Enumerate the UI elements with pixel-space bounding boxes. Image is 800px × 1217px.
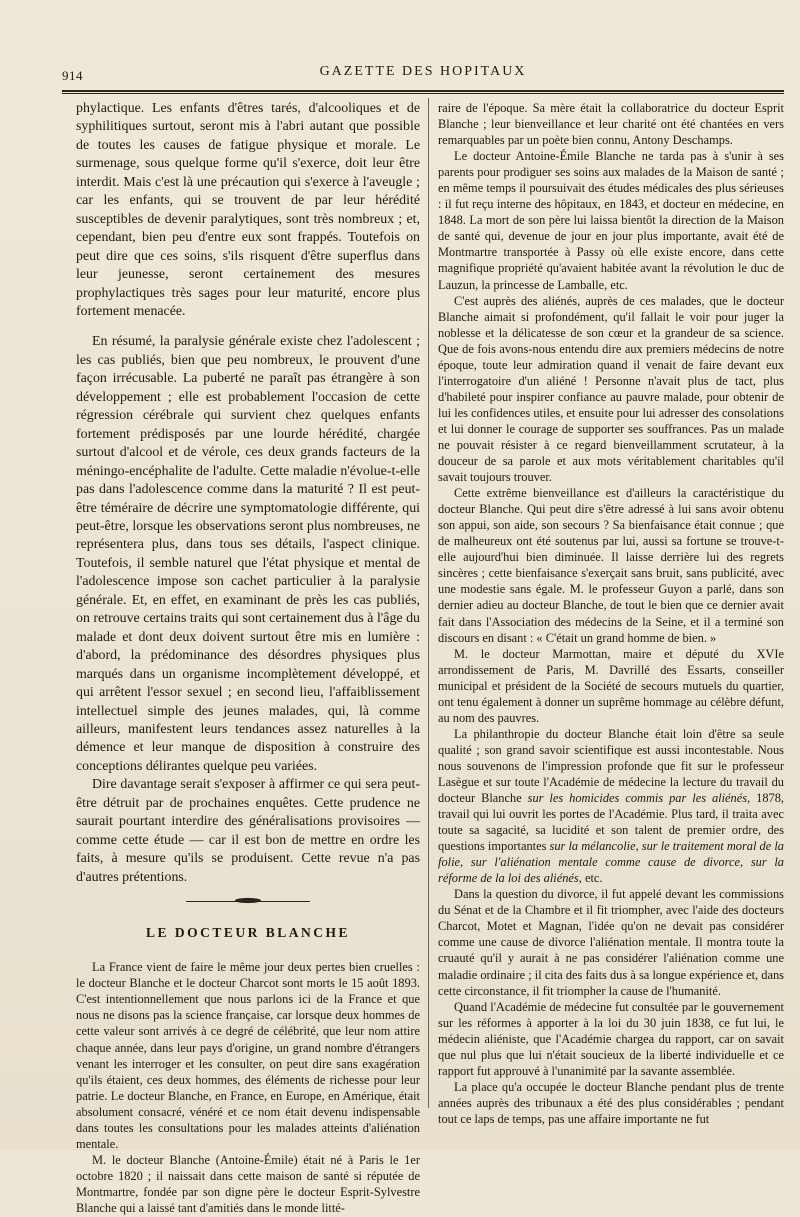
paragraph xyxy=(438,726,784,886)
paragraph: En résumé, la paralysie générale existe chez l'adolescent ; les cas publiés, bien que peu nombreux, le prouvent d'une façon irrécusable. La puberté ne paraît pas étrangère à son développement ; elle est probablement l'occasion de cette régression cérébrale qui survient chez quelques enfants fortement prédisposés par une lourde hérédité, chargée surtout d'alcool et de vérole, ces deux grands facteurs de la méningo-encéphalite de l'adulte. Cette maladie n'évolue-t-elle pas dans l'adolescence comme dans la maturité ? Il est peut-être téméraire de décrire une symptomatologie différente, qui peut-être, lorsque les observations seront plus nombreuses, ne représentera plus, dans tous ses détails, l'aspect clinique. Toutefois, il semble naturel que l'état physique et mental de l'adolescence impose son cachet particulier à la paralysie générale. Et, en effet, en examinant de près les cas publiés, on retrouve certains traits qui sont certainement dus à l'âge du malade et dont deux doivent surtout être mis en lumière : d'abord, la prédominance des désordres physiques plus marqués dans un organisme incomplètement développé, et qui arrêtent l'essor sexuel ; en second lieu, l'affaiblissement intellectuel simple des jeunes malades, qui, là comme ailleurs, manifestent leurs tendances assez naturelles à la démence et leur manque de disposition à construire des conceptions délirantes quelque peu variées. xyxy=(76,334,420,774)
paragraph: Le docteur Antoine-Émile Blanche ne tarda pas à s'unir à ses parents pour prodiguer ses soins aux malades de la Maison de santé ; en même temps il poursuivait des études médicales des plus sérieuses : il fut reçu interne des hôpitaux, en 1843, et docteur en médecine, en 1848. La mort de son père lui laissa bientôt la direction de la Maison de santé qui, devenue de jour en jour plus importante, avait été de Montmartre transportée à Passy où elle existe encore, dans cette magnifique propriété qu'avaient habitée avant la révolution le duc de Lauzun, la princesse de Lamballe, etc. xyxy=(438,149,784,292)
paragraph: La France vient de faire le même jour deux pertes bien cruelles : le docteur Blanche et le docteur Charcot sont morts le 15 août 1893. C'est intentionnellement que nous parlons ici de la France et que nous ne disons pas la science française, car lorsque deux hommes de cette valeur sont arrivés à ce degré de célébrité, que leur nom attire chaque année, dans leur pays d'origine, un grand nombre d'étrangers venant les interroger et les consulter, on peut dire sans exagération qu'ils étaient, ces deux hommes, des éléments de richesse pour leur patrie. Le docteur Blanche, en France, en Europe, en Amérique, était absolument consacré, vénéré et ce nom était devenu indispensable dans toutes les consultations pour les malades atteints d'aliénation mentale. xyxy=(76,960,420,1152)
page-header xyxy=(62,60,784,86)
paragraph: phylactique. Les enfants d'êtres tarés, d'alcooliques et de syphilitiques surtout, seront mis à l'abri autant que possible de toutes les causes de fatigue physique et morale. Le surmenage, sous quelque forme qu'il s'exerce, doit leur être interdit. Mais c'est là une précaution qui s'exerce à l'aveugle ; car les enfants, qui se trouvent de par leur hérédité susceptibles de devenir paralytiques, sont très nombreux ; et, cependant, bien peu d'entre eux sont frappés. Toutefois on peut dire que ces soins, s'ils risquent d'être superflus dans leur jeunesse, seront certainement des mesures prophylactiques très sages pour leur maturité, encore plus fortement menacée. xyxy=(76,101,420,319)
paragraph: La place qu'a occupée le docteur Blanche pendant plus de trente années auprès des tribunaux a été des plus considérables ; pendant tout ce laps de temps, pas une affaire importante ne fut xyxy=(438,1079,784,1126)
paragraph: C'est auprès des aliénés, auprès de ces malades, que le docteur Blanche aimait si profondément, qu'il fallait le voir pour juger la noblesse et la délicatesse de son cœur et la grandeur de sa science. Que de fois avons-nous entendu dire aux premiers médecins de notre époque, toute leur admiration quand il venait de faire devant eux l'interrogatoire d'un aliéné ! Personne n'avait plus de tact, plus d'habileté pour inspirer confiance au pauvre malade, pour obtenir de lui les confidences utiles, et ensuite pour lui adresser des consolations et lui donner le courage de supporter ses souffrances. Pas un malade ne pouvait résister à ce regard bienveillamment scrutateur, à la douceur de sa parole et aux mots véritablement charitables qu'il savait toujours trouver. xyxy=(438,293,784,485)
page-number: 914 xyxy=(62,68,83,83)
right-column xyxy=(438,100,784,1126)
text-run: , etc. xyxy=(578,871,603,886)
article-paralysie-ending xyxy=(76,100,420,887)
section-title: LE DOCTEUR BLANCHE xyxy=(145,925,351,941)
ornament-icon xyxy=(234,897,262,904)
paragraph-gap xyxy=(76,321,420,333)
italic-title: sur la mélancolie, sur le traitement moral de la folie, sur l'aliénation mentale comme cause de divorce, sur la réforme de la loi des aliénés xyxy=(438,839,784,886)
section-divider xyxy=(76,891,420,911)
left-column xyxy=(76,100,420,1216)
text-run: , 1878, travail qui lui ouvrit les portes de l'Académie. Plus tard, il traita avec toute sa sagacité, sa lucidité et son talent de premier ordre, des questions importantes xyxy=(438,791,784,854)
italic-title: sur les homicides commis par les aliénés xyxy=(527,791,748,806)
text-run: La philanthropie du docteur Blanche était loin d'être sa seule qualité ; son grand savoir scientifique est aussi incontestable. Nous nous souvenons de l'impression profonde que fit sur le professeur Lasègue et sur toute l'Académie de médecine la lecture du travail du docteur Blanche xyxy=(438,726,784,806)
paragraph: M. le docteur Blanche (Antoine-Émile) était né à Paris le 1er octobre 1820 ; il naissait dans cette maison de santé si réputée de Montmartre, fondée par son digne père le docteur Esprit-Sylvestre Blanche qui a laissé tant d'amitiés dans le monde litté- xyxy=(76,1153,420,1216)
header-rule xyxy=(62,90,784,92)
paragraph: Quand l'Académie de médecine fut consultée par le gouvernement sur les réformes à apporter à la loi du 30 juin 1838, ce fut lui, le médecin aliéniste, que l'Académie chargea du rapport, car on savait que nul plus que lui n'était soucieux de la liberté individuelle et ce rapport fut approuvé à l'unanimité par la savante assemblée. xyxy=(438,999,784,1078)
column-divider xyxy=(428,98,429,1108)
paragraph: Dans la question du divorce, il fut appelé devant les commissions du Sénat et de la Chambre et il fit triompher, avec l'aide des docteurs Charcot, Motet et Magnan, l'idée qu'on ne devait pas considérer comme une cause de divorce l'aliénation mentale. Il montra toute la cruauté qu'il y aurait à ne pas considérer l'aliénation comme une maladie ordinaire ; il cita des faits dus à sa longue expérience et, dans cette circonstance, il fit triompher la cause de l'humanité. xyxy=(438,887,784,998)
header-rule-thin xyxy=(62,93,784,94)
paragraph: Dire davantage serait s'exposer à affirmer ce qui sera peut-être détruit par de prochaines enquêtes. Cette prudence ne saurait pourtant interdire des généralisations provisoires — comme cette étude — car il est bon de mettre en ordre les faits, à mesure qu'ils se produisent. Cette revue n'a pas d'autres prétentions. xyxy=(76,777,420,885)
paragraph: raire de l'époque. Sa mère était la collaboratrice du docteur Esprit Blanche ; leur bienveillance et leur charité ont été chantées en vers remarquables par un poète bien connu, Antony Deschamps. xyxy=(438,101,784,148)
paragraph: Cette extrême bienveillance est d'ailleurs la caractéristique du docteur Blanche. Qui peut dire s'être adressé à lui sans avoir obtenu son appui, son aide, son secours ? Sa bienfaisance était connue ; que de malheureux ont été soutenus par lui, aussi sa fortune se trouve-t-elle aujourd'hui bien diminuée. Il laisse derrière lui des regrets sincères ; cette bienfaisance s'exerçait sans bruit, sans publicité, avec une modestie sans égale. M. le professeur Guyon a parlé, dans son dernier adieu au docteur Blanche, de tout le bien que ce dernier avait fait dans l'Association des médecins de la Seine, et il a terminé son discours en disant : « C'était un grand homme de bien. » xyxy=(438,486,784,645)
journal-title: GAZETTE DES HOPITAUX xyxy=(319,64,527,79)
article-docteur-blanche xyxy=(76,959,420,1217)
paragraph: M. le docteur Marmottan, maire et député du XVIe arrondissement de Paris, M. Davrillé des Essarts, conseiller municipal et président de la Société de secours mutuels du quartier, ont tenu également à donner un suprême hommage au célèbre défunt, au nom des pauvres. xyxy=(438,646,784,725)
